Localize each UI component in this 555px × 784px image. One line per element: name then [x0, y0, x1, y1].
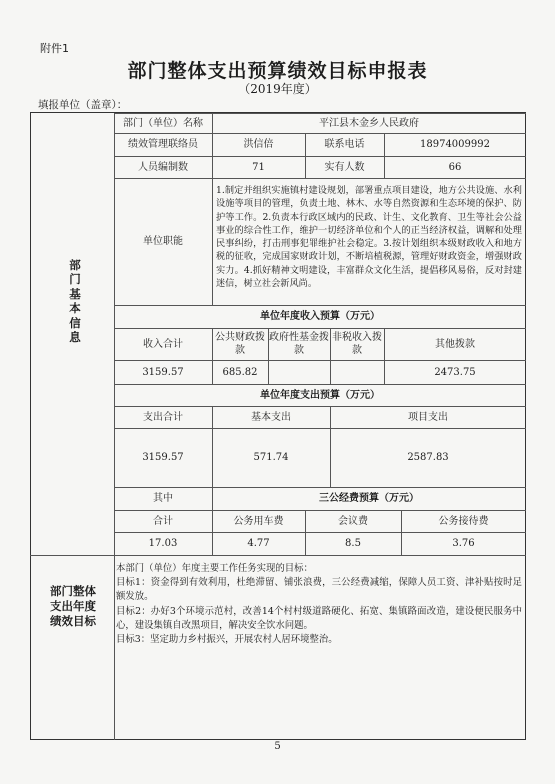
phone-value: 18974009992: [420, 139, 490, 150]
duty-label: 单位职能: [143, 236, 183, 247]
three-public-header: 三公经费预算（万元）: [319, 493, 419, 504]
goal-1: 目标1：资金得到有效利用，杜绝滞留、铺张浪费，三公经费减缩，保障人员工资、津补贴按时足额发放。: [116, 577, 522, 603]
expense-col-total: 支出合计: [143, 411, 183, 423]
three-meeting-value: 8.5: [345, 538, 361, 549]
form-year: （2019年度）: [238, 82, 317, 96]
form-title: 部门整体支出预算绩效目标申报表: [127, 60, 428, 82]
filling-unit-label: 填报单位（盖章）：: [38, 99, 128, 111]
income-col-public-finance: 公共财政拨款: [215, 332, 265, 356]
contact-value: 洪信倍: [243, 139, 274, 150]
staff-quota-label: 人员编制数: [138, 161, 188, 173]
expense-total-value: 3159.57: [142, 452, 184, 463]
three-reception-value: 3.76: [452, 538, 475, 549]
expense-col-project: 项目支出: [408, 411, 448, 423]
among-label: 其中: [153, 493, 173, 504]
income-header: 单位年度收入预算（万元）: [260, 311, 380, 322]
basic-info-section-label: 部 门 基 本 信 息: [69, 258, 81, 344]
three-col-reception: 公务接待费: [438, 515, 489, 527]
income-col-total: 收入合计: [143, 338, 183, 350]
income-non-tax-value: [330, 360, 384, 384]
expense-project-value: 2587.83: [407, 452, 449, 463]
dept-name-label: 部门（单位）名称: [123, 117, 203, 129]
income-total-value: 3159.57: [142, 366, 184, 378]
actual-staff-label: 实有人数: [324, 161, 365, 173]
income-public-finance-value: 685.82: [222, 366, 258, 378]
three-col-car: 公务用车费: [233, 515, 284, 527]
three-total-value: 17.03: [148, 538, 178, 549]
expense-basic-value: 571.74: [253, 452, 289, 463]
income-col-gov-fund: 政府性基金拨款: [269, 332, 329, 356]
three-col-meeting: 会议费: [338, 515, 368, 527]
income-col-non-tax: 非税收入拨款: [332, 332, 382, 356]
page-number: 5: [274, 741, 281, 752]
three-col-total: 合计: [153, 515, 173, 527]
goal-3: 目标3：坚定助力乡村振兴，开展农村人居环境整治。: [116, 634, 338, 646]
goals-intro: 本部门（单位）年度主要工作任务实现的目标：: [116, 563, 313, 574]
three-car-value: 4.77: [247, 538, 270, 549]
expense-col-basic: 基本支出: [251, 411, 291, 423]
dept-name-value: 平江县木金乡人民政府: [319, 117, 419, 129]
income-gov-fund-value: [268, 360, 330, 384]
contact-label: 绩效管理联络员: [128, 139, 198, 150]
expense-header: 单位年度支出预算（万元）: [260, 389, 380, 401]
income-col-other: 其他拨款: [435, 338, 475, 350]
goals-text: [116, 562, 522, 647]
staff-quota-value: 71: [252, 161, 265, 173]
income-other-value: 2473.75: [434, 366, 476, 378]
annex-label: 附件1: [40, 42, 69, 55]
goal-2: 目标2：办好3个环境示范村，改善14个村村级道路硬化、拓宽、集镇路面改造，建设便民服务中心，建设集镇自改黑项目，解决安全饮水问题。: [116, 605, 522, 631]
duty-text: 1.制定并组织实施镇村建设规划，部署重点项目建设，地方公共设施、水利设施等项目的管理，负责土地、林木、水等自然资源和生态环境的保护、防护等工作。2.负责本行政区域内的民政、计生、文化教育、卫生等社会公益事业的综合性工作，维护一切经济单位和个人的正当经济权益，调解和处理民事纠纷，打击刑事犯罪维护社会稳定。3.按计划组织本级财政收入和地方税的征收，完成国家财政计划，不断培植税源，管理好财政资金，增强财政实力。4.抓好精神文明建设，丰富群众文化生活，提倡移风易俗，反对封建迷信，树立社会新风尚。: [216, 185, 522, 290]
goal-section-label: 部门整体 支出年度 绩效目标: [50, 584, 96, 628]
phone-label: 联系电话: [324, 139, 365, 150]
actual-staff-value: 66: [448, 161, 462, 173]
